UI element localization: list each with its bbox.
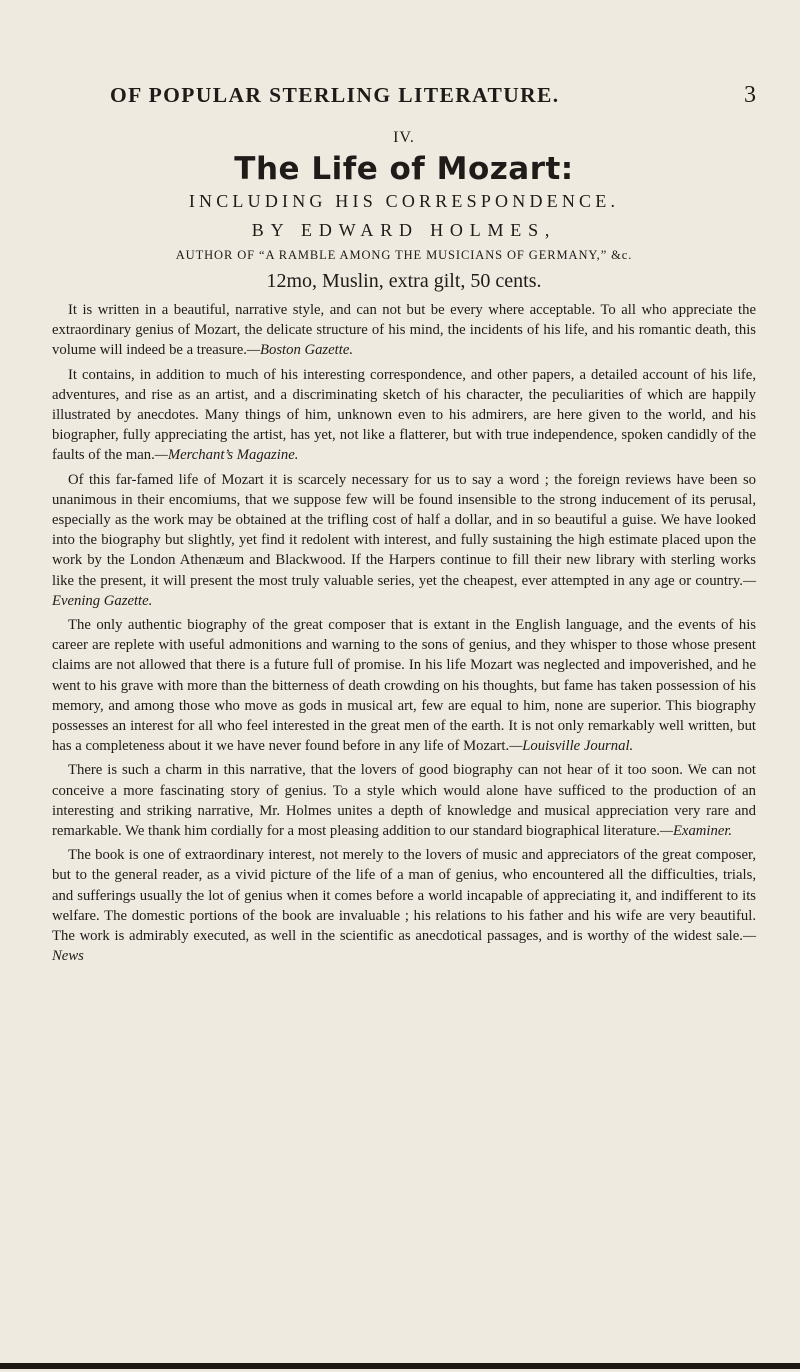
book-subtitle: INCLUDING HIS CORRESPONDENCE. [188, 191, 620, 211]
bottom-rule [0, 1363, 800, 1369]
review-source: —Boston Gazette. [246, 342, 354, 359]
review-source: —News [52, 928, 756, 965]
review-text: There is such a charm in this narrative, that the lovers of good biography can not hear of it too soon. We can not conceive a more fascinating story of genius. To a style which would alone have sufficed to the production of an interesting and striking narrative, Mr. Holmes unites a depth of knowledge and musical appreciation very rare and remarkable. We thank him cordially for a most pleasing addition to our standard biographical literature. [52, 762, 756, 840]
review-source: —Evening Gazette. [52, 572, 756, 609]
review-boston-gazette [52, 300, 756, 361]
listing-number: IV. [393, 129, 415, 146]
review-text: It contains, in addition to much of his interesting correspondence, and other papers, a detailed account of his life, adventures, and rise as an artist, and a discriminating sketch of his character, the peculiarities of which are happily illustrated by anecdotes. Many things of him, unknown even to his admirers, are here given to the world, and his biographer, fully appreciating the artist, has yet, not like a flatterer, but with true independence, spoken candidly of the faults of the man. [52, 366, 756, 464]
page-number: 3 [744, 82, 756, 108]
review-examiner [52, 760, 756, 841]
review-text: It is written in a beautiful, narrative style, and can not but be every where acceptable. To all who appreciate the extraordinary genius of Mozart, the delicate structure of his mind, the incidents of his life, and his romantic death, this volume will indeed be a treasure. [52, 302, 756, 359]
author-byline: BY EDWARD HOLMES, [251, 220, 557, 240]
review-text: Of this far-famed life of Mozart it is scarcely necessary for us to say a word ; the foreign reviews have been so unanimous in their encomiums, that we suppose few will be found insensible to the strong inducement of its perusal, especially as the work may be obtained at the trifling cost of half a dollar, and in so beautiful a guise. We have looked into the biography but slightly, yet find it redolent with interest, and fully sustaining the high estimate placed upon the work by the London Athenæum and Blackwood. If the Harpers continue to fill their new library with sterling works like the present, it will present the most truly valuable series, yet the cheapest, ever attempted in any age or country. [52, 471, 756, 589]
review-source: —Merchant’s Magazine. [154, 447, 299, 464]
review-source: —Examiner. [659, 823, 733, 840]
review-text: The book is one of extraordinary interest, not merely to the lovers of music and appreciators of the great composer, but to the general reader, as a vivid picture of the life of a man of genius, who encountered all the difficulties, trials, and sufferings usually the lot of genius when it comes before a world incapable of appreciating it, and indifferent to its welfare. The domestic portions of the book are invaluable ; his relations to his father and his wife are very beautiful. The work is admirably executed, as well in the scientific as anecdotical passages, and is worthy of the widest sale. [52, 847, 756, 945]
review-louisville-journal [52, 615, 756, 756]
review-news [52, 845, 756, 966]
review-text: The only authentic biography of the great composer that is extant in the English language, and the events of his career are replete with useful admonitions and warning to the sons of genius, and they whisper to those whose present claims are not allowed that there is a future full of promise. In his life Mozart was neglected and impoverished, and he went to his grave with more than the bitterness of death crowding on his thoughts, but fame has taken possession of his memory, and among those who move as gods in musical art, few are equal to him, none are superior. This biography possesses an interest for all who feel interested in the great men of the earth. It is not only remarkably well written, but has a completeness about it we have never found before in any life of Mozart. [52, 617, 756, 755]
running-title: OF POPULAR STERLING LITERATURE. [110, 83, 560, 107]
author-credentials: AUTHOR OF “A RAMBLE AMONG THE MUSICIANS OF GERMANY,” &c. [175, 248, 633, 262]
book-page [52, 82, 756, 971]
review-merchants-magazine [52, 365, 756, 466]
edition-price: 12mo, Muslin, extra gilt, 50 cents. [266, 270, 542, 292]
review-source: —Louisville Journal. [509, 738, 634, 755]
review-evening-gazette [52, 470, 756, 611]
running-head [52, 82, 756, 109]
book-title: The Life of Mozart: [234, 151, 574, 187]
